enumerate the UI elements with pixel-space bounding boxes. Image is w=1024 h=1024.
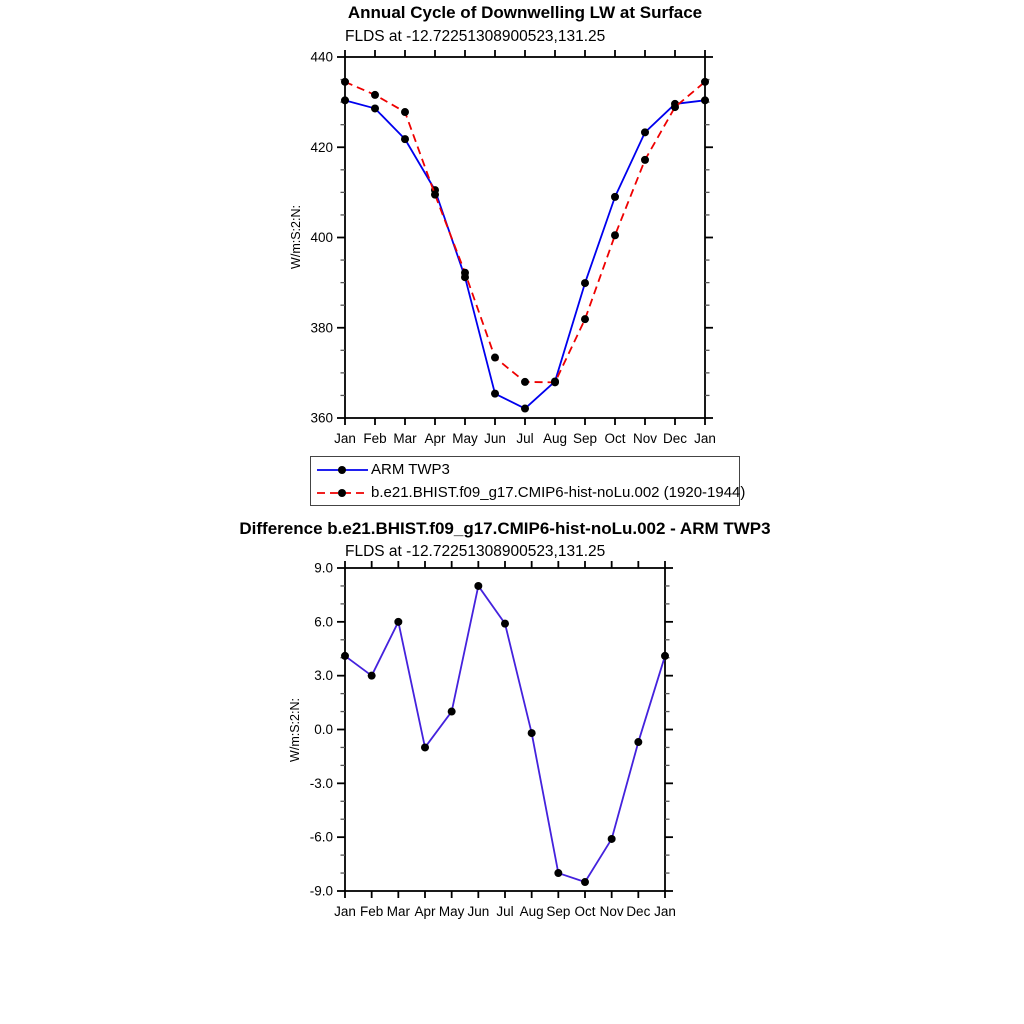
x-tick-label: Oct [574, 904, 596, 919]
y-tick-label: -6.0 [309, 829, 333, 845]
data-point-marker [634, 738, 642, 746]
y-tick-label: 3.0 [314, 668, 333, 684]
data-point-marker [501, 620, 509, 628]
top-chart-subtitle: FLDS at -12.72251308900523,131.25 [345, 28, 606, 45]
x-tick-label: Feb [360, 904, 384, 919]
x-tick-label: Aug [519, 904, 544, 919]
data-point-marker [491, 390, 499, 398]
data-point-marker [661, 652, 669, 660]
chart-1-plot-area [310, 561, 676, 920]
data-point-marker [551, 378, 559, 386]
y-tick-label: 9.0 [314, 560, 333, 576]
data-point-marker [341, 652, 349, 660]
data-point-marker [641, 156, 649, 164]
data-point-marker [491, 354, 499, 362]
x-tick-label: Jan [654, 904, 676, 919]
legend-item-obs [316, 459, 739, 481]
data-point-marker [641, 128, 649, 136]
legend-label-obs: ARM TWP3 [371, 461, 450, 478]
y-tick-label: 0.0 [314, 722, 333, 737]
data-point-marker [521, 405, 529, 413]
x-tick-label: Jun [467, 904, 490, 919]
x-tick-label: Apr [414, 904, 436, 919]
x-tick-label: Mar [386, 904, 410, 919]
legend-label-model: b.e21.BHIST.f09_g17.CMIP6-hist-noLu.002 (1920-1944) [371, 484, 746, 501]
y-tick-label: 380 [310, 320, 333, 336]
data-point-marker [521, 378, 529, 386]
x-tick-label: Jan [334, 431, 356, 446]
x-tick-label: Jul [516, 431, 534, 446]
data-point-marker [554, 869, 562, 877]
x-tick-label: Aug [542, 431, 568, 446]
x-tick-label: May [452, 431, 478, 446]
x-tick-label: Nov [599, 904, 624, 919]
x-tick-label: Jan [694, 431, 716, 446]
legend-model-line-sample [316, 487, 369, 499]
data-point-marker [608, 835, 616, 843]
difference-chart-y-axis-label: W/m:S:2:N: [288, 698, 302, 762]
data-point-marker [581, 279, 589, 287]
data-point-marker [368, 672, 376, 680]
legend-box [310, 456, 746, 506]
plot-frame [345, 568, 665, 891]
plot-frame [345, 57, 705, 418]
data-point-marker [671, 103, 679, 111]
y-tick-label: -9.0 [309, 883, 333, 899]
top-chart-title: Annual Cycle of Downwelling LW at Surface [347, 3, 703, 22]
x-tick-label: Oct [604, 431, 626, 446]
x-tick-label: Feb [363, 431, 387, 446]
y-tick-label: 360 [310, 410, 333, 426]
data-point-marker [371, 104, 379, 112]
x-tick-label: Jun [484, 431, 506, 446]
y-tick-label: 440 [310, 49, 333, 65]
data-point-marker [528, 729, 536, 737]
x-tick-label: Sep [546, 904, 571, 919]
data-point-marker [401, 108, 409, 116]
series-line-1-0 [345, 586, 665, 882]
x-tick-label: Jan [334, 904, 356, 919]
data-point-marker [371, 91, 379, 99]
data-point-marker [611, 231, 619, 239]
x-tick-label: Dec [626, 904, 651, 919]
y-tick-label: -3.0 [309, 775, 333, 791]
legend-obs-line-sample [316, 464, 369, 476]
y-tick-label: 400 [310, 230, 333, 245]
series-line-0-0 [345, 100, 705, 408]
data-point-marker [461, 269, 469, 277]
x-tick-label: May [438, 904, 465, 919]
x-tick-label: Apr [424, 431, 446, 446]
data-point-marker [448, 708, 456, 716]
legend-item-model [316, 482, 746, 504]
y-tick-label: 6.0 [314, 614, 333, 630]
data-point-marker [701, 78, 709, 86]
difference-chart-subtitle: FLDS at -12.72251308900523,131.25 [345, 543, 606, 560]
x-tick-label: Nov [632, 431, 658, 446]
top-chart-y-axis-label: W/m:S:2:N: [289, 205, 303, 269]
data-point-marker [581, 878, 589, 886]
x-tick-label: Dec [662, 431, 688, 446]
data-point-marker [581, 315, 589, 323]
data-point-marker [394, 618, 402, 626]
x-tick-label: Mar [393, 431, 417, 446]
data-point-marker [611, 193, 619, 201]
data-point-marker [421, 743, 429, 751]
chart-0-plot-area [310, 50, 715, 447]
data-point-marker [431, 191, 439, 199]
data-point-marker [474, 582, 482, 590]
data-point-marker [341, 96, 349, 104]
legend-model-marker-icon [338, 489, 346, 497]
legend-obs-marker-icon [338, 466, 346, 474]
y-tick-label: 420 [310, 139, 333, 155]
x-tick-label: Jul [496, 904, 514, 919]
data-point-marker [401, 135, 409, 143]
data-point-marker [701, 96, 709, 104]
x-tick-label: Sep [572, 431, 598, 446]
data-point-marker [341, 78, 349, 86]
difference-chart-title: Difference b.e21.BHIST.f09_g17.CMIP6-hist-noLu.002 - ARM TWP3 [239, 519, 771, 538]
